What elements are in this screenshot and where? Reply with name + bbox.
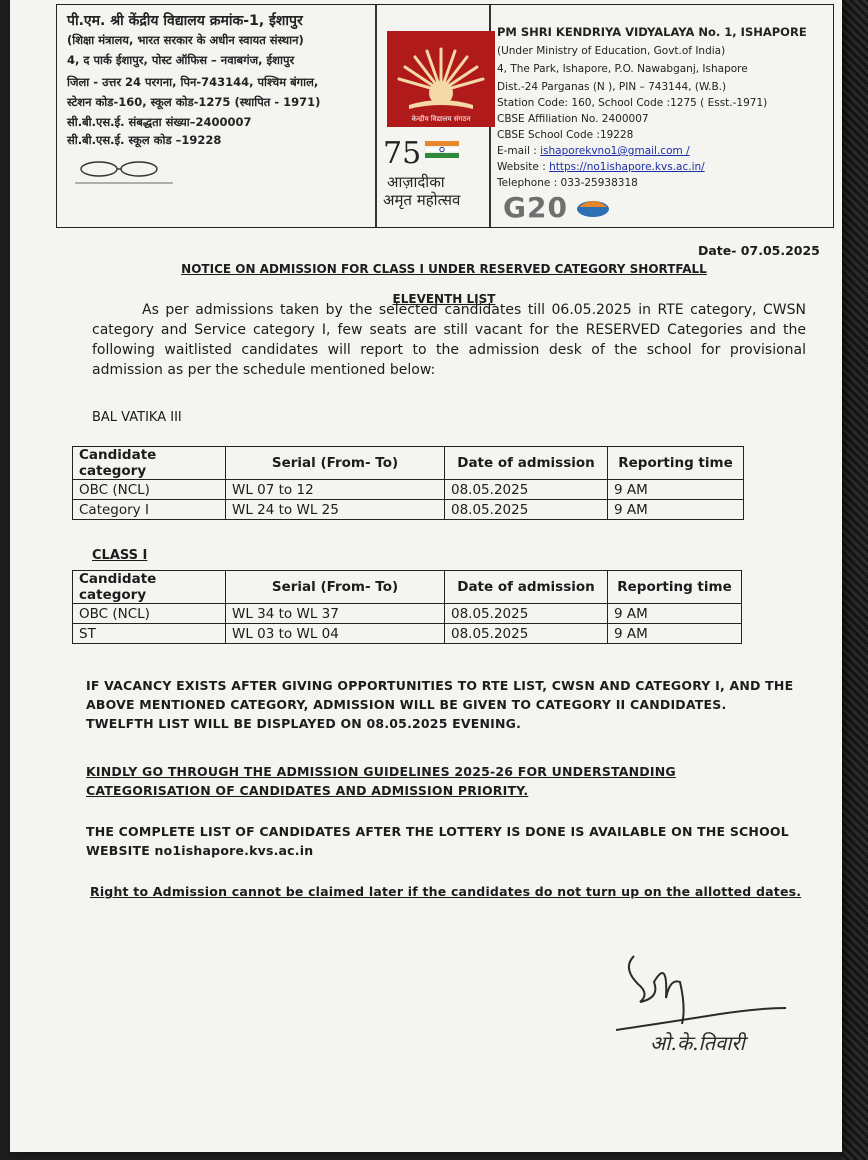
table-row	[73, 604, 742, 624]
website-link[interactable]: https://no1ishapore.kvs.ac.in/	[549, 161, 705, 173]
english-line: Station Code: 160, School Code :1275 ( Esst.-1971)	[497, 97, 768, 109]
header-cell: Reporting time	[608, 447, 744, 480]
telephone-line: Telephone : 033-25938318	[497, 177, 638, 189]
header-cell: Date of admission	[445, 571, 608, 604]
website-line	[497, 161, 705, 173]
header-cell: Serial (From- To)	[226, 447, 445, 480]
signature	[610, 938, 800, 1062]
header-cell: Candidate category	[73, 447, 226, 480]
table-row	[73, 480, 744, 500]
table-cell: OBC (NCL)	[73, 480, 226, 500]
english-line: (Under Ministry of Education, Govt.of India)	[497, 45, 726, 57]
header-cell: Serial (From- To)	[226, 571, 445, 604]
g20-text: G20	[503, 191, 568, 224]
table-cell: WL 34 to WL 37	[226, 604, 445, 624]
table-cell: 08.05.2025	[445, 500, 608, 520]
lotus-globe-icon	[573, 195, 613, 219]
notice-title: NOTICE ON ADMISSION FOR CLASS I UNDER RESERVED CATEGORY SHORTFALL	[181, 262, 707, 276]
background-edge	[842, 0, 868, 1160]
g20-logo	[503, 191, 613, 224]
header-cell: Date of admission	[445, 447, 608, 480]
swachh-bharat-logo	[69, 157, 179, 191]
email-label: E-mail :	[497, 145, 537, 157]
english-line: CBSE School Code :19228	[497, 129, 634, 141]
hindi-line: जिला - उत्तर 24 परगना, पिन-743144, पश्चिम बंगाल,	[67, 75, 319, 89]
amrit-line-2: अमृत महोत्सव	[383, 191, 461, 209]
table-header-row	[73, 447, 744, 480]
table-cell: WL 07 to 12	[226, 480, 445, 500]
kvs-logo	[387, 31, 495, 127]
table-cell: ST	[73, 624, 226, 644]
table-cell: 9 AM	[608, 480, 744, 500]
hindi-line: सी.बी.एस.ई. संबद्धता संख्या–2400007	[67, 115, 252, 129]
hindi-line: स्टेशन कोड-160, स्कूल कोड-1275 (स्थापित - 1971)	[67, 95, 321, 109]
signature-stroke	[610, 938, 800, 1058]
hindi-line: सी.बी.एस.ई. स्कूल कोड –19228	[67, 133, 222, 147]
english-line: CBSE Affiliation No. 2400007	[497, 113, 649, 125]
notice-date: Date- 07.05.2025	[698, 243, 820, 258]
table-cell: WL 24 to WL 25	[226, 500, 445, 520]
hindi-line: 4, द पार्क ईशापुर, पोस्ट ऑफिस – नवाबगंज, ईशापुर	[67, 53, 295, 67]
table-row	[73, 500, 744, 520]
hindi-title: पी.एम. श्री केंद्रीय विद्यालय क्रमांक-1, ईशापुर	[67, 13, 303, 29]
class-i-table	[72, 570, 742, 644]
header-cell: Reporting time	[608, 571, 742, 604]
notice-paragraph: As per admissions taken by the selected candidates till 06.05.2025 in RTE category, CWSN category and Service category I, few seats are still vacant for the RESERVED Categories and the following waitlisted candidates will report to the admission desk of the school for provisional admission as per the schedule mentioned below:	[92, 302, 806, 378]
table-header-row	[73, 571, 742, 604]
svg-text:75: 75	[383, 136, 422, 169]
hindi-line: (शिक्षा मंत्रालय, भारत सरकार के अधीन स्वायत संस्थान)	[67, 33, 304, 47]
english-line: Dist.-24 Parganas (N ), PIN – 743144, (W.B.)	[497, 81, 727, 93]
letterhead	[56, 4, 834, 228]
signature-text: ओ.के.तिवारी	[650, 1031, 745, 1055]
table-cell: 9 AM	[608, 500, 744, 520]
table-cell: 08.05.2025	[445, 480, 608, 500]
table-cell: 08.05.2025	[445, 604, 608, 624]
table-cell: OBC (NCL)	[73, 604, 226, 624]
english-title: PM SHRI KENDRIYA VIDYALAYA No. 1, ISHAPORE	[497, 25, 807, 39]
table-cell: WL 03 to WL 04	[226, 624, 445, 644]
table-cell: Category I	[73, 500, 226, 520]
section-class-i: CLASS I	[92, 548, 148, 563]
azadi-amrit-logo	[379, 133, 479, 209]
amrit-line-1: आज़ादीका	[387, 173, 445, 191]
email-line	[497, 145, 690, 157]
section-bal-vatika: BAL VATIKA III	[92, 410, 182, 425]
website-label: Website :	[497, 161, 546, 173]
table-cell: 9 AM	[608, 604, 742, 624]
notice-subtitle: ELEVENTH LIST	[392, 292, 496, 306]
guidelines-note: KINDLY GO THROUGH THE ADMISSION GUIDELINES 2025-26 FOR UNDERSTANDING CATEGORISATION OF CANDIDATES AND ADMISSION PRIORITY.	[86, 764, 676, 798]
bal-vatika-table	[72, 446, 744, 520]
right-to-admission-note: Right to Admission cannot be claimed later if the candidates do not turn up on the allotted dates.	[90, 884, 802, 899]
email-link[interactable]: ishaporekvno1@gmail.com /	[540, 145, 690, 157]
notice-document	[10, 0, 842, 1152]
english-line: 4, The Park, Ishapore, P.O. Nawabganj, Ishapore	[497, 63, 748, 75]
table-row	[73, 624, 742, 644]
header-cell: Candidate category	[73, 571, 226, 604]
header-divider	[375, 5, 377, 227]
table-cell: 08.05.2025	[445, 624, 608, 644]
vacancy-note: IF VACANCY EXISTS AFTER GIVING OPPORTUNITIES TO RTE LIST, CWSN AND CATEGORY I, AND THE ABOVE MENTIONED CATEGORY, ADMISSION WILL BE GIVEN TO CATEGORY II CANDIDATES. TWELFTH LIST WILL BE DISPLAYED ON 08.05.2025 EVENING.	[86, 678, 794, 731]
logo-caption: केन्द्रीय विद्यालय संगठन	[411, 115, 471, 123]
complete-list-note: THE COMPLETE LIST OF CANDIDATES AFTER THE LOTTERY IS DONE IS AVAILABLE ON THE SCHOOL WEBSITE no1ishapore.kvs.ac.in	[86, 824, 789, 858]
table-cell: 9 AM	[608, 624, 742, 644]
